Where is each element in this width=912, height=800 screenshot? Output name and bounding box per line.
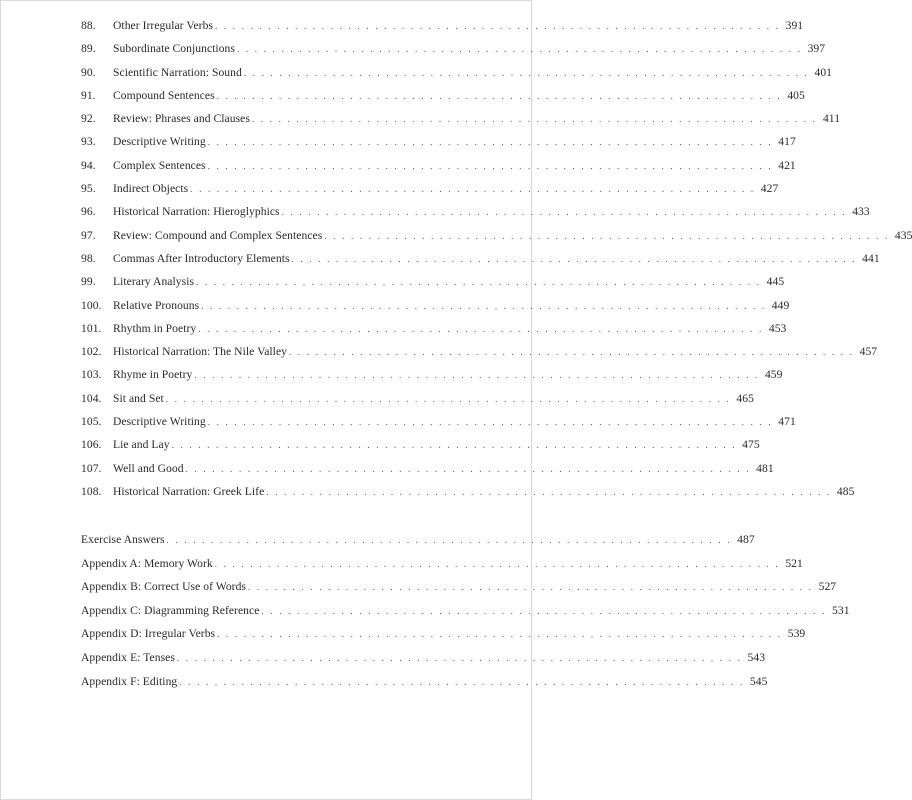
dot-leader: . . . . . . . . . . . . . . . . . . . . . . . . . . . . . . . . . . . . . . . . . . . . . . . . . . . . . . . . . . . . . . . . xyxy=(324,230,890,241)
dot-leader: . . . . . . . . . . . . . . . . . . . . . . . . . . . . . . . . . . . . . . . . . . . . . . . . . . . . . . . . . . . . . . . . xyxy=(266,486,832,497)
entry-page-number: 485 xyxy=(836,484,855,498)
dot-leader: . . . . . . . . . . . . . . . . . . . . . . . . . . . . . . . . . . . . . . . . . . . . . . . . . . . . . . . . . . . . . . . . xyxy=(190,184,756,195)
entry-number: 104. xyxy=(81,391,102,405)
dot-leader: . . . . . . . . . . . . . . . . . . . . . . . . . . . . . . . . . . . . . . . . . . . . . . . . . . . . . . . . . . . . . . . . xyxy=(201,300,767,311)
entry-title: Lie and Lay xyxy=(113,433,172,456)
entry-title: Sit and Set xyxy=(113,387,166,410)
entry-page-number: 539 xyxy=(787,627,806,641)
entry-page-number: 487 xyxy=(737,533,755,546)
toc-entry xyxy=(81,37,826,60)
entry-page-number: 527 xyxy=(818,580,837,594)
toc-entry xyxy=(81,224,912,247)
entry-title: Well and Good xyxy=(113,457,186,480)
dot-leader: . . . . . . . . . . . . . . . . . . . . . . . . . . . . . . . . . . . . . . . . . . . . . . . . . . . . . . . . . . . . . . . . xyxy=(207,417,773,428)
entry-page-number: 421 xyxy=(778,158,796,172)
toc-entry xyxy=(81,599,850,623)
toc-entry xyxy=(81,154,796,177)
dot-leader: . . . . . . . . . . . . . . . . . . . . . . . . . . . . . . . . . . . . . . . . . . . . . . . . . . . . . . . . . . . . . . . . xyxy=(243,67,810,78)
dot-leader: . . . . . . . . . . . . . . . . . . . . . . . . . . . . . . . . . . . . . . . . . . . . . . . . . . . . . . . . . . . . . . . . xyxy=(207,160,773,171)
entry-number: 103. xyxy=(81,368,102,382)
entry-title: Appendix C: Diagramming Reference xyxy=(81,599,261,623)
entry-number: 99. xyxy=(81,275,96,289)
entry-page-number: 391 xyxy=(785,19,804,32)
entry-page-number: 405 xyxy=(787,88,805,102)
entry-number: 92. xyxy=(81,112,96,126)
entry-page-number: 441 xyxy=(862,251,880,265)
toc-entry xyxy=(81,410,796,433)
toc-entry xyxy=(81,14,804,37)
dot-leader: . . . . . . . . . . . . . . . . . . . . . . . . . . . . . . . . . . . . . . . . . . . . . . . . . . . . . . . . . . . . . . . . xyxy=(196,277,762,288)
dot-leader: . . . . . . . . . . . . . . . . . . . . . . . . . . . . . . . . . . . . . . . . . . . . . . . . . . . . . . . . . . . . . . . . xyxy=(251,114,818,125)
toc-entry xyxy=(81,270,785,293)
entry-number: 97. xyxy=(81,228,96,242)
toc-entry xyxy=(81,552,803,576)
toc-entry xyxy=(81,433,760,456)
dot-leader: . . . . . . . . . . . . . . . . . . . . . . . . . . . . . . . . . . . . . . . . . . . . . . . . . . . . . . . . . . . . . . . . xyxy=(261,605,827,616)
entry-page-number: 427 xyxy=(760,182,779,196)
entry-page-number: 545 xyxy=(749,674,768,688)
toc-entry xyxy=(81,387,754,410)
dot-leader: . . . . . . . . . . . . . . . . . . . . . . . . . . . . . . . . . . . . . . . . . . . . . . . . . . . . . . . . . . . . . . . . xyxy=(165,393,731,404)
entry-page-number: 465 xyxy=(736,391,754,405)
entry-page-number: 481 xyxy=(756,461,774,475)
entry-title: Rhyme in Poetry xyxy=(113,363,194,386)
entry-title: Review: Phrases and Clauses xyxy=(113,107,252,130)
entry-title: Appendix A: Memory Work xyxy=(81,552,215,576)
entry-page-number: 433 xyxy=(852,205,870,219)
dot-leader: . . . . . . . . . . . . . . . . . . . . . . . . . . . . . . . . . . . . . . . . . . . . . . . . . . . . . . . . . . . . . . . . xyxy=(248,582,814,593)
entry-number: 98. xyxy=(81,251,96,265)
entry-page-number: 475 xyxy=(742,438,760,452)
dot-leader: . . . . . . . . . . . . . . . . . . . . . . . . . . . . . . . . . . . . . . . . . . . . . . . . . . . . . . . . . . . . . . . . xyxy=(214,558,780,569)
entry-number: 90. xyxy=(81,65,96,79)
entry-number: 94. xyxy=(81,158,96,172)
entry-title: Commas After Introductory Elements xyxy=(113,247,292,270)
back-matter-list xyxy=(81,528,850,693)
toc-entry xyxy=(81,480,855,503)
entry-number: 91. xyxy=(81,88,96,102)
entry-title: Rhythm in Poetry xyxy=(113,317,198,340)
entry-number: 101. xyxy=(81,321,102,335)
entry-number: 102. xyxy=(81,345,102,359)
dot-leader: . . . . . . . . . . . . . . . . . . . . . . . . . . . . . . . . . . . . . . . . . . . . . . . . . . . . . . . . . . . . . . . . xyxy=(166,535,732,545)
entry-number: 89. xyxy=(81,42,96,56)
entry-title: Appendix E: Tenses xyxy=(81,646,177,670)
entry-title: Appendix D: Irregular Verbs xyxy=(81,622,217,646)
entry-title: Descriptive Writing xyxy=(113,130,208,153)
dot-leader: . . . . . . . . . . . . . . . . . . . . . . . . . . . . . . . . . . . . . . . . . . . . . . . . . . . . . . . . . . . . . . . . xyxy=(194,370,760,381)
entry-title: Other Irregular Verbs xyxy=(113,14,215,37)
entry-page-number: 453 xyxy=(768,321,787,335)
entry-title: Historical Narration: Hieroglyphics xyxy=(113,200,282,223)
entry-number: 96. xyxy=(81,205,96,219)
entry-page-number: 411 xyxy=(822,112,841,126)
entry-title: Historical Narration: The Nile Valley xyxy=(113,340,289,363)
dot-leader: . . . . . . . . . . . . . . . . . . . . . . . . . . . . . . . . . . . . . . . . . . . . . . . . . . . . . . . . . . . . . . . . xyxy=(289,347,855,358)
entry-number: 106. xyxy=(81,438,102,452)
entry-title: Literary Analysis xyxy=(113,270,196,293)
entry-number: 108. xyxy=(81,484,102,498)
toc-entry xyxy=(81,294,790,317)
dot-leader: . . . . . . . . . . . . . . . . . . . . . . . . . . . . . . . . . . . . . . . . . . . . . . . . . . . . . . . . . . . . . . . . xyxy=(281,207,847,218)
entry-number: 107. xyxy=(81,461,102,475)
entry-title: Complex Sentences xyxy=(113,154,208,177)
entry-title: Relative Pronouns xyxy=(113,294,201,317)
toc-entry xyxy=(81,200,870,223)
dot-leader: . . . . . . . . . . . . . . . . . . . . . . . . . . . . . . . . . . . . . . . . . . . . . . . . . . . . . . . . . . . . . . . . xyxy=(217,629,783,640)
entry-title: Historical Narration: Greek Life xyxy=(113,480,266,503)
dot-leader: . . . . . . . . . . . . . . . . . . . . . . . . . . . . . . . . . . . . . . . . . . . . . . . . . . . . . . . . . . . . . . . . xyxy=(171,440,737,451)
entry-title: Appendix B: Correct Use of Words xyxy=(81,575,248,599)
toc-entry xyxy=(81,247,880,270)
lesson-list xyxy=(81,14,912,503)
toc-entry xyxy=(81,622,806,646)
entry-page-number: 435 xyxy=(894,228,912,242)
entry-page-number: 445 xyxy=(766,275,785,289)
entry-page-number: 449 xyxy=(771,298,790,312)
dot-leader: . . . . . . . . . . . . . . . . . . . . . . . . . . . . . . . . . . . . . . . . . . . . . . . . . . . . . . . . . . . . . . . . xyxy=(215,21,781,31)
toc-entry xyxy=(81,130,796,153)
toc-entry xyxy=(81,575,837,599)
entry-title: Exercise Answers xyxy=(81,528,167,552)
entry-page-number: 401 xyxy=(814,65,833,79)
entry-page-number: 471 xyxy=(778,415,796,429)
entry-number: 105. xyxy=(81,415,102,429)
entry-page-number: 543 xyxy=(747,650,766,664)
toc-entry xyxy=(81,317,787,340)
entry-page-number: 397 xyxy=(807,42,826,56)
toc-entry xyxy=(81,107,841,130)
entry-page-number: 417 xyxy=(778,135,796,149)
toc-entry xyxy=(81,670,768,694)
entry-page-number: 531 xyxy=(832,603,850,617)
dot-leader: . . . . . . . . . . . . . . . . . . . . . . . . . . . . . . . . . . . . . . . . . . . . . . . . . . . . . . . . . . . . . . . . xyxy=(236,44,803,55)
toc-entry xyxy=(81,61,833,84)
entry-title: Indirect Objects xyxy=(113,177,190,200)
toc-entry xyxy=(81,528,755,552)
entry-number: 88. xyxy=(81,19,96,32)
entry-number: 93. xyxy=(81,135,96,149)
dot-leader: . . . . . . . . . . . . . . . . . . . . . . . . . . . . . . . . . . . . . . . . . . . . . . . . . . . . . . . . . . . . . . . . xyxy=(179,676,745,687)
toc-entry xyxy=(81,363,783,386)
dot-leader: . . . . . . . . . . . . . . . . . . . . . . . . . . . . . . . . . . . . . . . . . . . . . . . . . . . . . . . . . . . . . . . . xyxy=(176,652,743,663)
entry-title: Appendix F: Editing xyxy=(81,670,179,694)
toc-entry xyxy=(81,646,766,670)
dot-leader: . . . . . . . . . . . . . . . . . . . . . . . . . . . . . . . . . . . . . . . . . . . . . . . . . . . . . . . . . . . . . . . . xyxy=(198,323,764,334)
toc-entry xyxy=(81,457,774,480)
entry-title: Scientific Narration: Sound xyxy=(113,61,244,84)
dot-leader: . . . . . . . . . . . . . . . . . . . . . . . . . . . . . . . . . . . . . . . . . . . . . . . . . . . . . . . . . . . . . . . . xyxy=(185,463,751,474)
dot-leader: . . . . . . . . . . . . . . . . . . . . . . . . . . . . . . . . . . . . . . . . . . . . . . . . . . . . . . . . . . . . . . . . xyxy=(207,137,773,148)
entry-title: Compound Sentences xyxy=(113,84,217,107)
entry-title: Descriptive Writing xyxy=(113,410,208,433)
entry-page-number: 521 xyxy=(785,556,803,570)
entry-page-number: 459 xyxy=(764,368,783,382)
toc-entry xyxy=(81,340,878,363)
dot-leader: . . . . . . . . . . . . . . . . . . . . . . . . . . . . . . . . . . . . . . . . . . . . . . . . . . . . . . . . . . . . . . . . xyxy=(216,90,782,101)
entry-number: 100. xyxy=(81,298,102,312)
entry-page-number: 457 xyxy=(859,345,878,359)
entry-title: Review: Compound and Complex Sentences xyxy=(113,224,324,247)
entry-number: 95. xyxy=(81,182,96,196)
toc-entry xyxy=(81,177,779,200)
toc-entry xyxy=(81,84,805,107)
dot-leader: . . . . . . . . . . . . . . . . . . . . . . . . . . . . . . . . . . . . . . . . . . . . . . . . . . . . . . . . . . . . . . . . xyxy=(291,253,857,264)
entry-title: Subordinate Conjunctions xyxy=(113,37,237,60)
